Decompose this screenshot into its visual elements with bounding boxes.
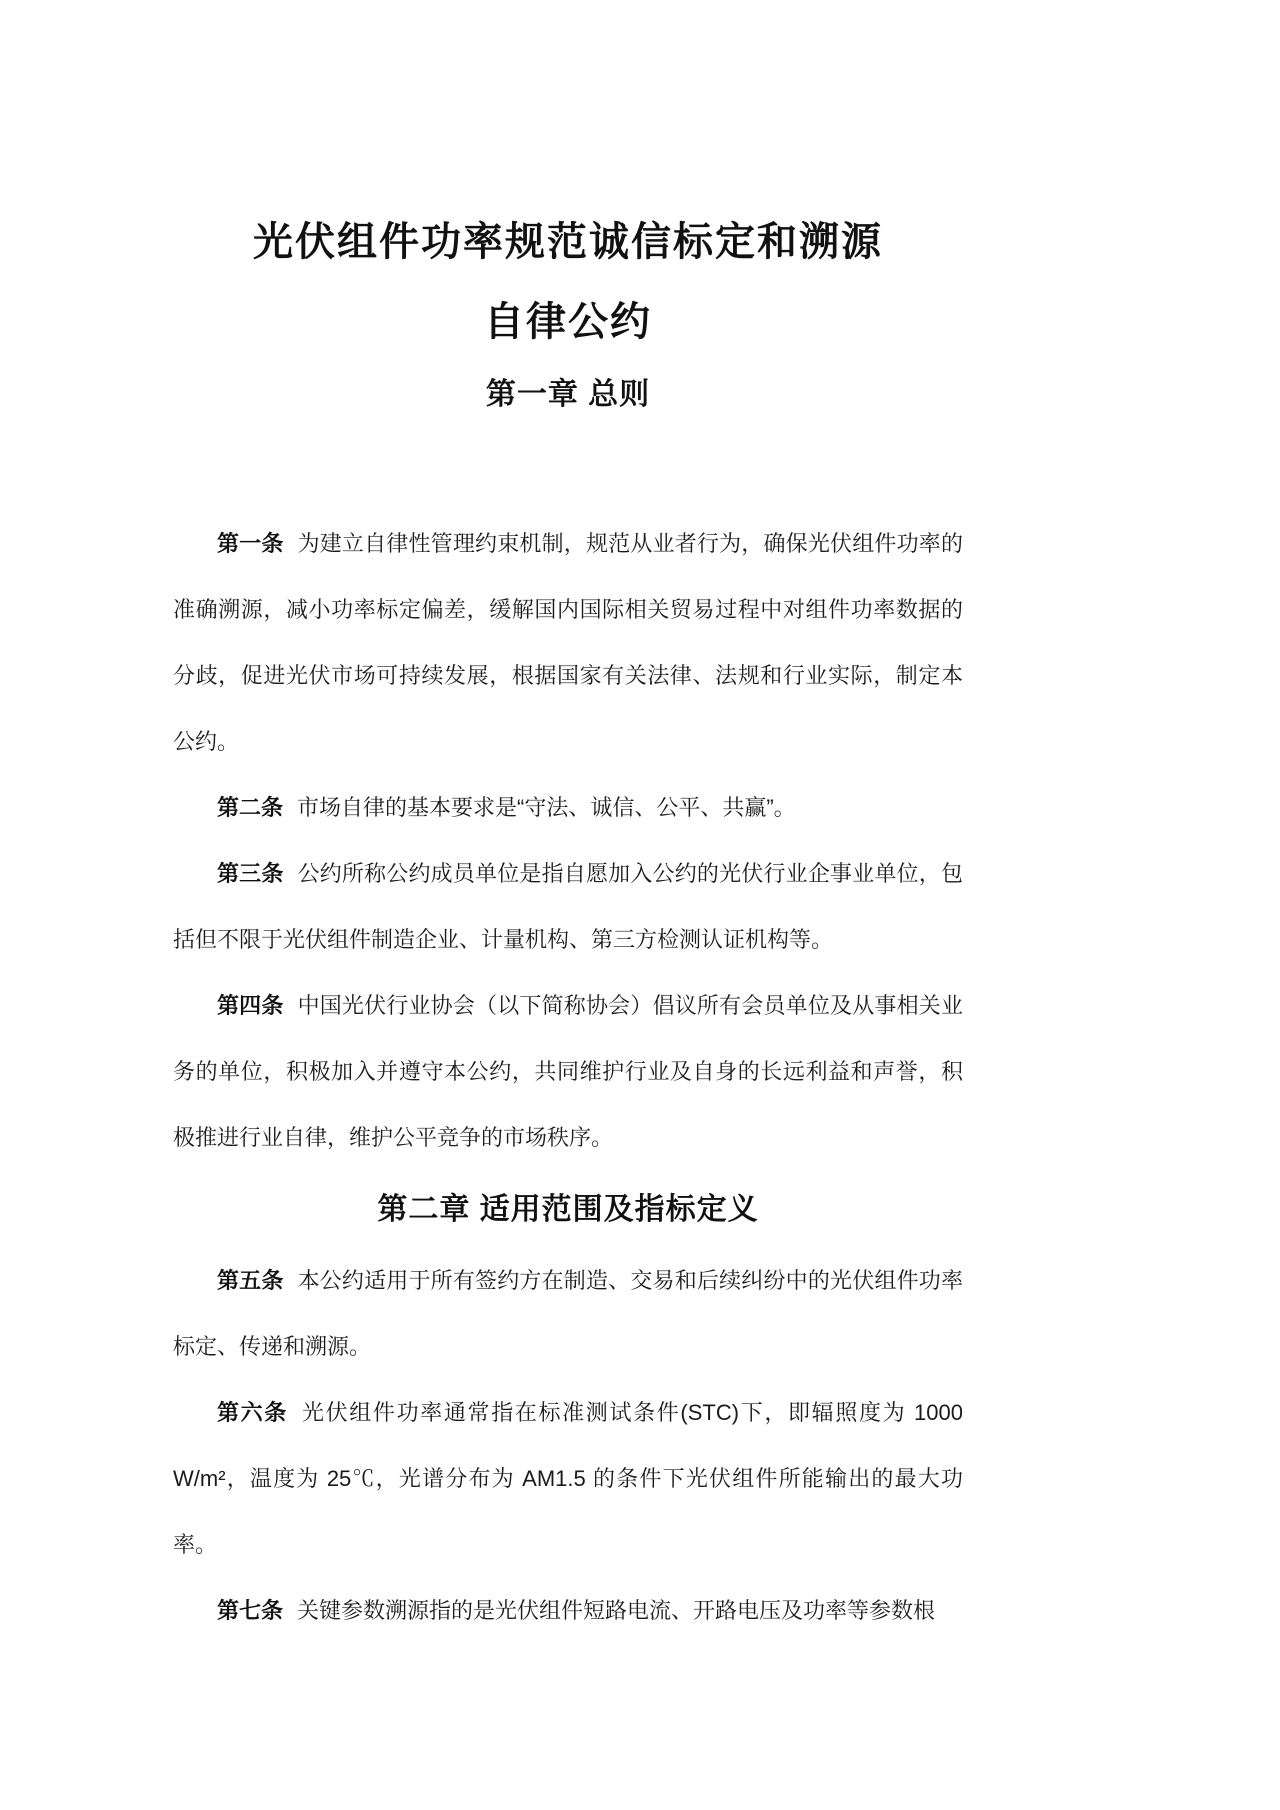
chapter-1-heading: 第一章 总则 xyxy=(485,378,651,411)
article-5-text: 本公约适用于所有签约方在制造、交易和后续纠纷中的光伏组件功率标定、传递和溯源。 xyxy=(173,1268,963,1359)
article-7-text: 关键参数溯源指的是光伏组件短路电流、开路电压及功率等参数根 xyxy=(297,1598,936,1623)
article-2 xyxy=(173,775,963,841)
article-3 xyxy=(173,841,963,973)
article-4-number: 第四条 xyxy=(217,993,284,1018)
article-4 xyxy=(173,973,963,1171)
article-7-number: 第七条 xyxy=(217,1598,284,1623)
article-3-text: 公约所称公约成员单位是指自愿加入公约的光伏行业企事业单位，包括但不限于光伏组件制造企业、计量机构、第三方检测认证机构等。 xyxy=(173,861,963,952)
chapter-2-heading: 第二章 适用范围及指标定义 xyxy=(377,1193,759,1226)
article-7 xyxy=(173,1578,963,1644)
article-6-text: 光伏组件功率通常指在标准测试条件(STC)下，即辐照度为 1000 W/m²，温度为 25℃，光谱分布为 AM1.5 的条件下光伏组件所能输出的最大功率。 xyxy=(173,1400,963,1557)
document-content-area xyxy=(173,0,963,1644)
article-1-text: 为建立自律性管理约束机制，规范从业者行为，确保光伏组件功率的准确溯源，减小功率标定偏差，缓解国内国际相关贸易过程中对组件功率数据的分歧，促进光伏市场可持续发展，根据国家有关法律、法规和行业实际，制定本公约。 xyxy=(173,531,963,754)
article-1 xyxy=(173,511,963,775)
article-5-number: 第五条 xyxy=(217,1268,284,1293)
document-title-line-2: 自律公约 xyxy=(484,300,652,344)
article-6-number: 第六条 xyxy=(217,1400,288,1425)
article-1-number: 第一条 xyxy=(217,531,284,556)
article-5 xyxy=(173,1248,963,1380)
article-3-number: 第三条 xyxy=(217,861,284,886)
article-6 xyxy=(173,1380,963,1578)
article-2-number: 第二条 xyxy=(217,795,284,820)
document-title-line-1: 光伏组件功率规范诚信标定和溯源 xyxy=(253,220,883,264)
article-4-text: 中国光伏行业协会（以下简称协会）倡议所有会员单位及从事相关业务的单位，积极加入并遵守本公约，共同维护行业及自身的长远利益和声誉，积极推进行业自律，维护公平竞争的市场秩序。 xyxy=(173,993,963,1150)
article-2-text: 市场自律的基本要求是“守法、诚信、公平、共赢”。 xyxy=(297,795,796,820)
